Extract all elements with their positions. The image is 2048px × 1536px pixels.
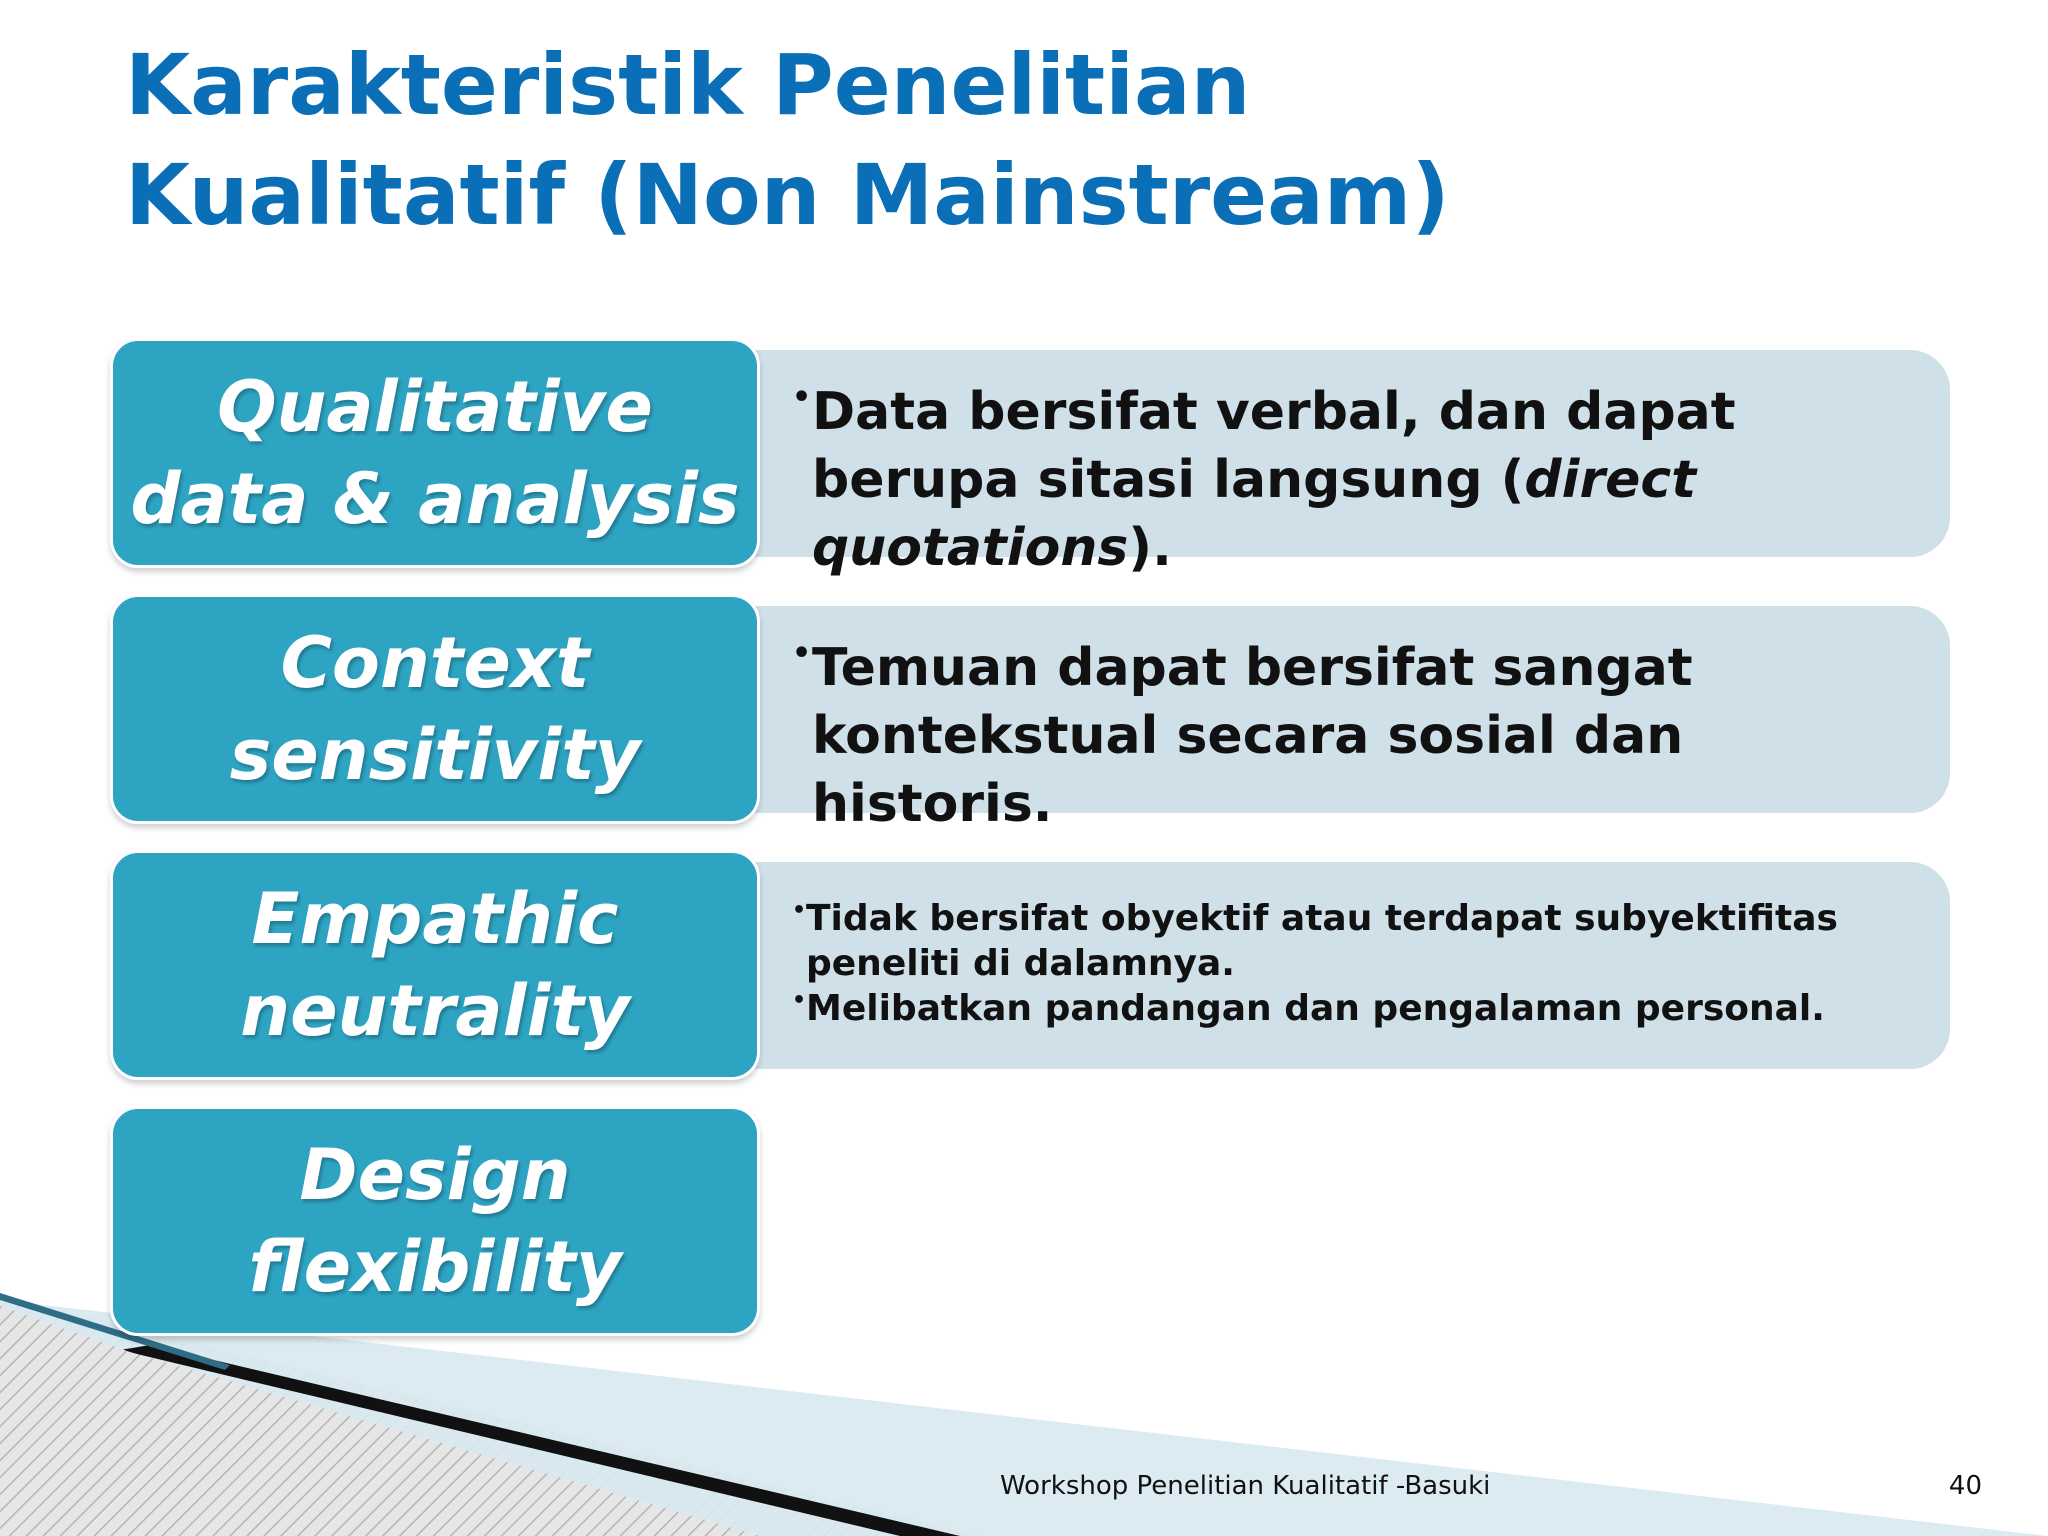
title-line-2: Kualitatif (Non Mainstream) <box>125 146 1450 244</box>
label-line: flexibility <box>248 1226 622 1308</box>
description-item <box>792 986 1910 1031</box>
label-box <box>110 850 760 1080</box>
description-text-end: ). <box>1128 518 1172 578</box>
description-item <box>792 896 1910 986</box>
label-line: data & analysis <box>130 458 740 540</box>
description-item <box>792 378 1910 582</box>
label-line: Empathic <box>251 878 619 960</box>
description-text: Tidak bersifat obyektif atau terdapat subyektifitas peneliti di dalamnya. <box>806 898 1838 984</box>
footer-text: Workshop Penelitian Kualitatif -Basuki <box>1000 1471 1491 1501</box>
label-line: Design <box>299 1134 571 1216</box>
label-line: sensitivity <box>229 714 641 796</box>
description-item <box>792 634 1910 838</box>
bullet-icon: • <box>792 380 812 415</box>
bullet-icon: • <box>792 898 807 923</box>
label-box <box>110 338 760 568</box>
description-box <box>750 350 1950 578</box>
label-line: Context <box>280 622 590 704</box>
bullet-icon: • <box>792 636 812 671</box>
label-line: Qualitative <box>217 366 653 448</box>
label-box <box>110 1106 760 1336</box>
bullet-icon: • <box>792 988 807 1013</box>
description-text: Temuan dapat bersifat sangat kontekstual secara sosial dan historis. <box>812 638 1693 834</box>
title-line-1: Karakteristik Penelitian <box>125 36 1251 134</box>
description-text: Melibatkan pandangan dan pengalaman personal. <box>806 988 1825 1029</box>
description-box <box>750 606 1950 834</box>
characteristic-row-empathic <box>0 850 2048 1085</box>
label-box <box>110 594 760 824</box>
page-number: 40 <box>1948 1471 1982 1501</box>
description-box <box>750 862 1950 1069</box>
description-text: Data bersifat verbal, dan dapat berupa sitasi langsung ( <box>812 382 1736 510</box>
characteristic-row-qualitative <box>0 338 2048 578</box>
characteristic-row-context <box>0 594 2048 834</box>
description-emphasis: direct quotations <box>812 450 1697 578</box>
label-line: neutrality <box>240 970 630 1052</box>
characteristic-row-design <box>0 1106 2048 1341</box>
slide-title <box>125 30 1825 250</box>
